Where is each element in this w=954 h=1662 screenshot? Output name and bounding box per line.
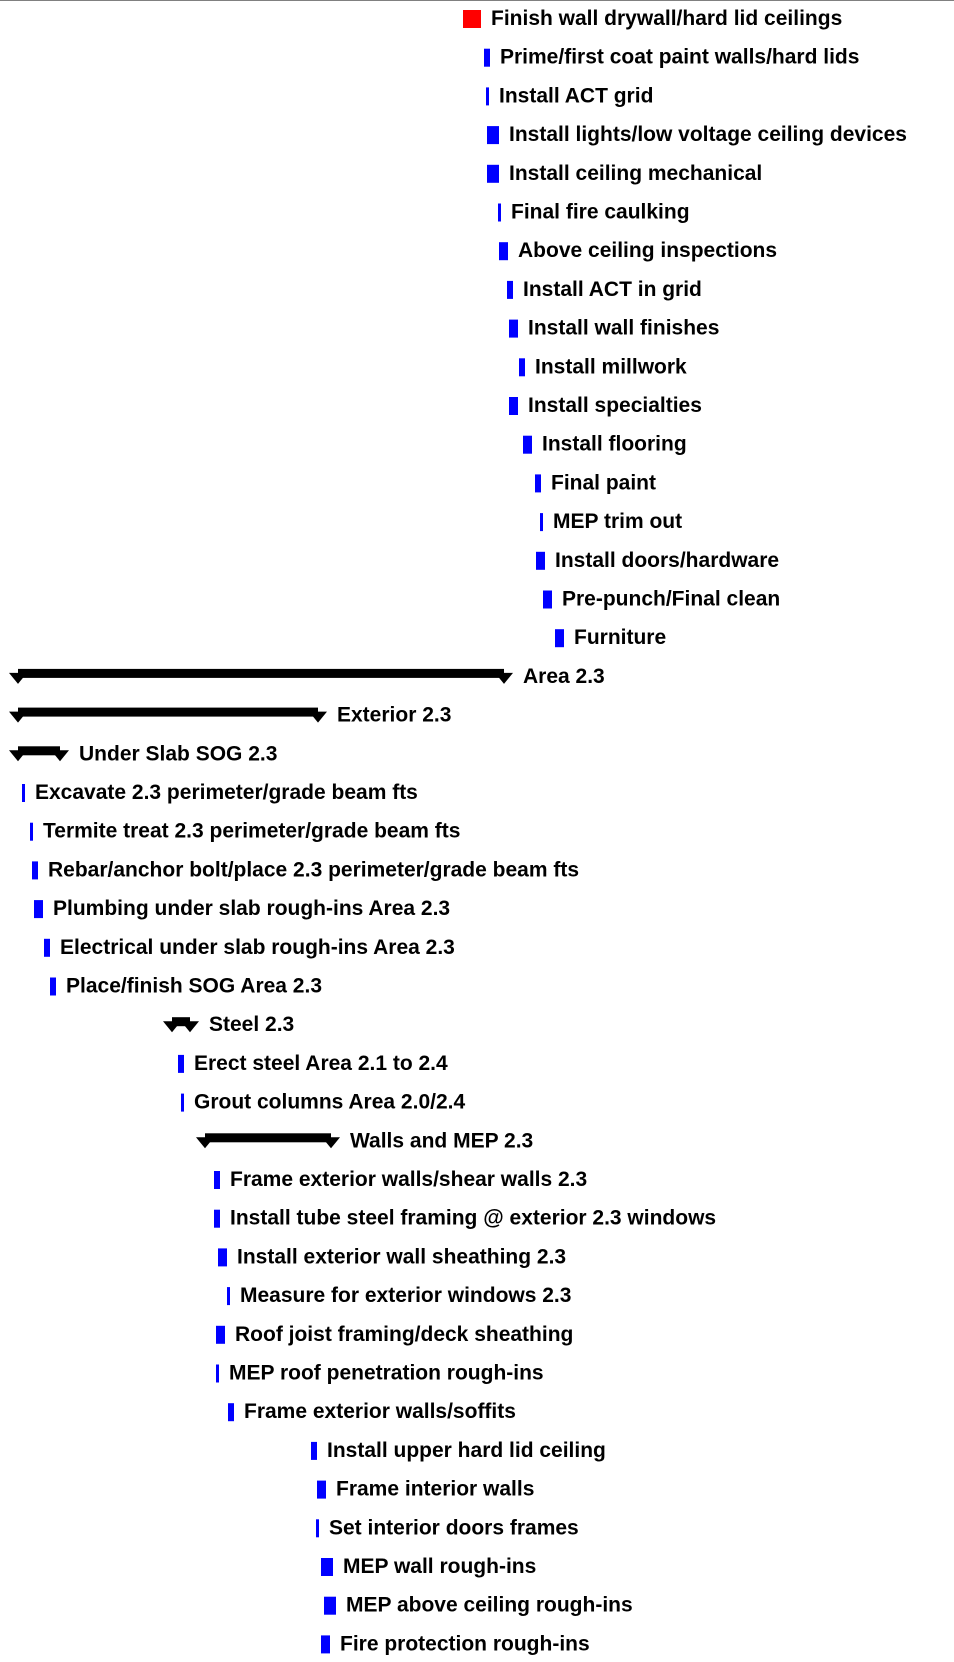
task-label-mep-above-ceiling-rough-ins: MEP above ceiling rough-ins	[346, 1593, 633, 1617]
task-bar-install-flooring	[523, 436, 532, 454]
task-label-mep-roof-penetration-rough-ins: MEP roof penetration rough-ins	[229, 1361, 544, 1385]
task-label-final-fire-caulking: Final fire caulking	[511, 200, 690, 224]
task-label-fire-protection-rough-ins: Fire protection rough-ins	[340, 1632, 590, 1656]
summary-bar-exterior-2-3	[18, 708, 318, 717]
task-label-roof-joist-framing-deck-sheathing: Roof joist framing/deck sheathing	[235, 1322, 574, 1346]
task-bar-set-interior-doors-frames	[316, 1519, 319, 1537]
task-label-rebar-anchor-bolt-place-2-3-perimeter-grade-beam-fts: Rebar/anchor bolt/place 2.3 perimeter/grade beam fts	[48, 858, 580, 882]
task-bar-excavate-2-3-perimeter-grade-beam-fts	[22, 784, 25, 802]
summary-marker-start-exterior-2-3	[9, 712, 27, 723]
task-bar-frame-exterior-walls-shear-walls-2-3	[214, 1171, 220, 1189]
task-label-measure-for-exterior-windows-2-3: Measure for exterior windows 2.3	[240, 1284, 572, 1308]
task-label-mep-wall-rough-ins: MEP wall rough-ins	[343, 1555, 537, 1578]
task-label-install-doors-hardware: Install doors/hardware	[555, 548, 780, 572]
task-label-frame-exterior-walls-soffits: Frame exterior walls/soffits	[244, 1400, 516, 1424]
task-bar-install-act-in-grid	[507, 281, 513, 299]
task-label-erect-steel-area-2-1-to-2-4: Erect steel Area 2.1 to 2.4	[194, 1051, 448, 1075]
task-bar-mep-roof-penetration-rough-ins	[216, 1365, 219, 1383]
task-bar-install-wall-finishes	[509, 320, 518, 338]
task-label-frame-exterior-walls-shear-walls-2-3: Frame exterior walls/shear walls 2.3	[230, 1168, 588, 1191]
summary-bar-area-2-3	[18, 669, 504, 678]
task-bar-plumbing-under-slab-rough-ins-area-2-3	[34, 900, 43, 918]
task-bar-pre-punch-final-clean	[543, 591, 552, 609]
task-label-walls-and-mep-2-3: Walls and MEP 2.3	[350, 1129, 534, 1153]
task-label-install-millwork: Install millwork	[535, 355, 687, 379]
summary-marker-end-under-slab-sog-2-3	[51, 750, 69, 761]
task-label-install-flooring: Install flooring	[542, 432, 687, 456]
task-bar-install-upper-hard-lid-ceiling	[311, 1442, 317, 1460]
task-bar-grout-columns-area-2-0-2-4	[181, 1094, 184, 1112]
task-bar-install-doors-hardware	[536, 552, 545, 570]
task-bar-roof-joist-framing-deck-sheathing	[216, 1326, 225, 1344]
task-bar-finish-wall-drywall-hard-lid-ceilings	[463, 10, 481, 28]
task-label-install-specialties: Install specialties	[528, 394, 702, 417]
task-rows	[9, 7, 907, 1655]
task-label-steel-2-3: Steel 2.3	[209, 1013, 295, 1037]
summary-bar-walls-and-mep-2-3	[205, 1133, 331, 1142]
task-label-under-slab-sog-2-3: Under Slab SOG 2.3	[79, 742, 278, 766]
task-bar-install-ceiling-mechanical	[487, 165, 499, 183]
task-label-pre-punch-final-clean: Pre-punch/Final clean	[562, 587, 781, 611]
task-bar-install-lights-low-voltage-ceiling-devices	[487, 126, 499, 144]
task-label-exterior-2-3: Exterior 2.3	[337, 703, 452, 727]
task-bar-prime-first-coat-paint-walls-hard-lids	[484, 49, 490, 67]
task-bar-install-tube-steel-framing-exterior-2-3-windows	[214, 1210, 220, 1228]
task-label-electrical-under-slab-rough-ins-area-2-3: Electrical under slab rough-ins Area 2.3	[60, 935, 455, 959]
task-bar-install-exterior-wall-sheathing-2-3	[218, 1248, 227, 1266]
task-bar-place-finish-sog-area-2-3	[50, 978, 56, 996]
task-label-set-interior-doors-frames: Set interior doors frames	[329, 1516, 579, 1540]
task-label-excavate-2-3-perimeter-grade-beam-fts: Excavate 2.3 perimeter/grade beam fts	[35, 781, 418, 804]
task-label-install-act-grid: Install ACT grid	[499, 84, 654, 108]
task-bar-termite-treat-2-3-perimeter-grade-beam-fts	[30, 823, 33, 841]
summary-marker-end-exterior-2-3	[309, 712, 327, 723]
task-label-install-ceiling-mechanical: Install ceiling mechanical	[509, 161, 763, 185]
task-label-grout-columns-area-2-0-2-4: Grout columns Area 2.0/2.4	[194, 1090, 466, 1114]
task-bar-install-act-grid	[486, 87, 489, 105]
task-label-install-upper-hard-lid-ceiling: Install upper hard lid ceiling	[327, 1438, 606, 1462]
task-label-finish-wall-drywall-hard-lid-ceilings: Finish wall drywall/hard lid ceilings	[491, 7, 843, 30]
task-bar-final-paint	[535, 474, 541, 492]
task-bar-final-fire-caulking	[498, 204, 501, 222]
task-label-frame-interior-walls: Frame interior walls	[336, 1477, 535, 1501]
task-label-termite-treat-2-3-perimeter-grade-beam-fts: Termite treat 2.3 perimeter/grade beam fts	[43, 819, 461, 843]
task-label-install-tube-steel-framing-exterior-2-3-windows: Install tube steel framing @ exterior 2.3 windows	[230, 1206, 717, 1230]
task-label-install-exterior-wall-sheathing-2-3: Install exterior wall sheathing 2.3	[237, 1245, 567, 1269]
task-bar-mep-above-ceiling-rough-ins	[324, 1597, 336, 1615]
task-label-plumbing-under-slab-rough-ins-area-2-3: Plumbing under slab rough-ins Area 2.3	[53, 897, 451, 921]
summary-marker-start-area-2-3	[9, 673, 27, 684]
task-bar-above-ceiling-inspections	[499, 242, 508, 260]
summary-marker-start-under-slab-sog-2-3	[9, 750, 27, 761]
task-bar-frame-interior-walls	[317, 1481, 326, 1499]
summary-marker-end-steel-2-3	[181, 1021, 199, 1032]
task-bar-furniture	[555, 629, 564, 647]
task-label-prime-first-coat-paint-walls-hard-lids: Prime/first coat paint walls/hard lids	[500, 45, 860, 69]
task-label-mep-trim-out: MEP trim out	[553, 510, 683, 534]
task-bar-erect-steel-area-2-1-to-2-4	[178, 1055, 184, 1073]
task-label-above-ceiling-inspections: Above ceiling inspections	[518, 239, 778, 263]
summary-marker-start-walls-and-mep-2-3	[196, 1137, 214, 1148]
task-label-install-lights-low-voltage-ceiling-devices: Install lights/low voltage ceiling devices	[509, 123, 907, 147]
task-bar-frame-exterior-walls-soffits	[228, 1403, 234, 1421]
task-bar-measure-for-exterior-windows-2-3	[227, 1287, 230, 1305]
task-bar-mep-wall-rough-ins	[321, 1558, 333, 1576]
task-label-install-wall-finishes: Install wall finishes	[528, 316, 720, 340]
task-bar-install-specialties	[509, 397, 518, 415]
summary-marker-start-steel-2-3	[163, 1021, 181, 1032]
task-bar-rebar-anchor-bolt-place-2-3-perimeter-grade-beam-fts	[32, 861, 38, 879]
task-bar-mep-trim-out	[540, 513, 543, 531]
summary-marker-end-area-2-3	[495, 673, 513, 684]
task-bar-electrical-under-slab-rough-ins-area-2-3	[44, 939, 50, 957]
task-label-final-paint: Final paint	[551, 471, 656, 495]
task-bar-install-millwork	[519, 358, 525, 376]
summary-marker-end-walls-and-mep-2-3	[322, 1137, 340, 1148]
task-label-area-2-3: Area 2.3	[523, 664, 605, 688]
task-bar-fire-protection-rough-ins	[321, 1635, 330, 1653]
task-label-furniture: Furniture	[574, 626, 667, 650]
task-label-install-act-in-grid: Install ACT in grid	[523, 277, 702, 301]
task-label-place-finish-sog-area-2-3: Place/finish SOG Area 2.3	[66, 974, 322, 998]
